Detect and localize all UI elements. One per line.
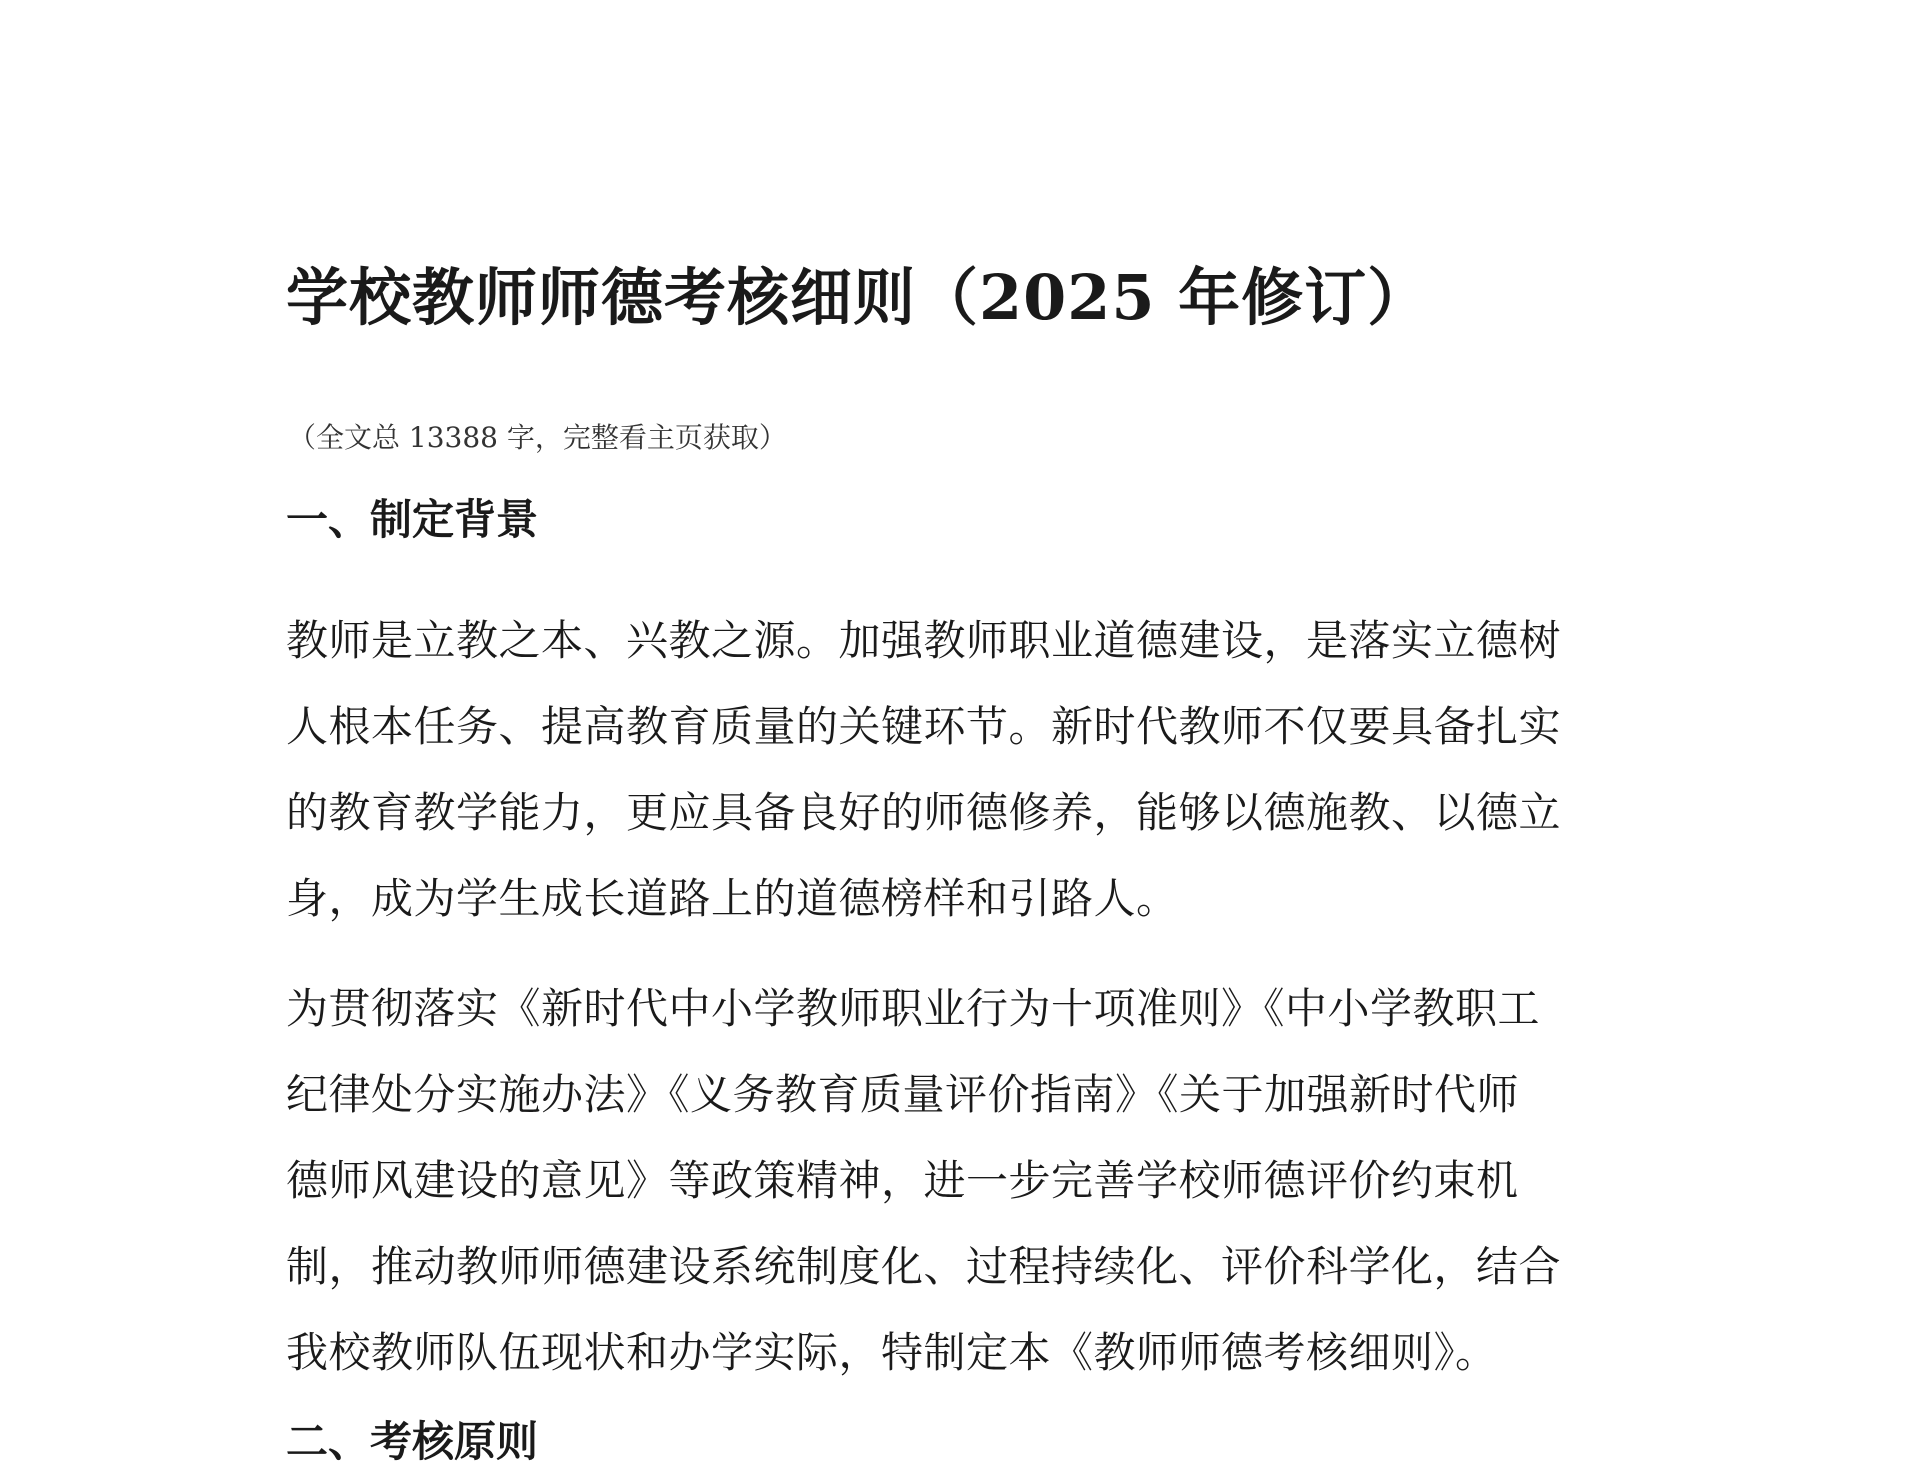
document-title: 学校教师师德考核细则（2025 年修订） [286, 261, 1431, 334]
paragraph-line: 纪律处分实施办法》《义务教育质量评价指南》《关于加强新时代师 [286, 1070, 1520, 1119]
paragraph-line: 的教育教学能力，更应具备良好的师德修养，能够以德施教、以德立 [286, 788, 1562, 837]
paragraph-line: 人根本任务、提高教育质量的关键环节。新时代教师不仅要具备扎实 [286, 702, 1562, 751]
paragraph-line: 德师风建设的意见》等政策精神，进一步完善学校师德评价约束机 [286, 1156, 1519, 1205]
section-heading-background: 一、制定背景 [286, 495, 539, 544]
paragraph-line: 身，成为学生成长道路上的道德榜样和引路人。 [286, 874, 1179, 923]
paragraph-line: 制，推动教师师德建设系统制度化、过程持续化、评价科学化，结合 [286, 1242, 1562, 1291]
word-count-note: （全文总 13388 字，完整看主页获取） [288, 421, 787, 454]
paragraph-line: 我校教师队伍现状和办学实际，特制定本《教师师德考核细则》。 [286, 1328, 1498, 1377]
paragraph-line: 为贯彻落实《新时代中小学教师职业行为十项准则》《中小学教职工 [286, 984, 1541, 1033]
paragraph-background-1 [286, 598, 1616, 942]
paragraph-line: 教师是立教之本、兴教之源。加强教师职业道德建设，是落实立德树 [286, 616, 1562, 665]
section-heading-principles: 二、考核原则 [286, 1417, 539, 1466]
paragraph-background-2 [286, 966, 1616, 1396]
